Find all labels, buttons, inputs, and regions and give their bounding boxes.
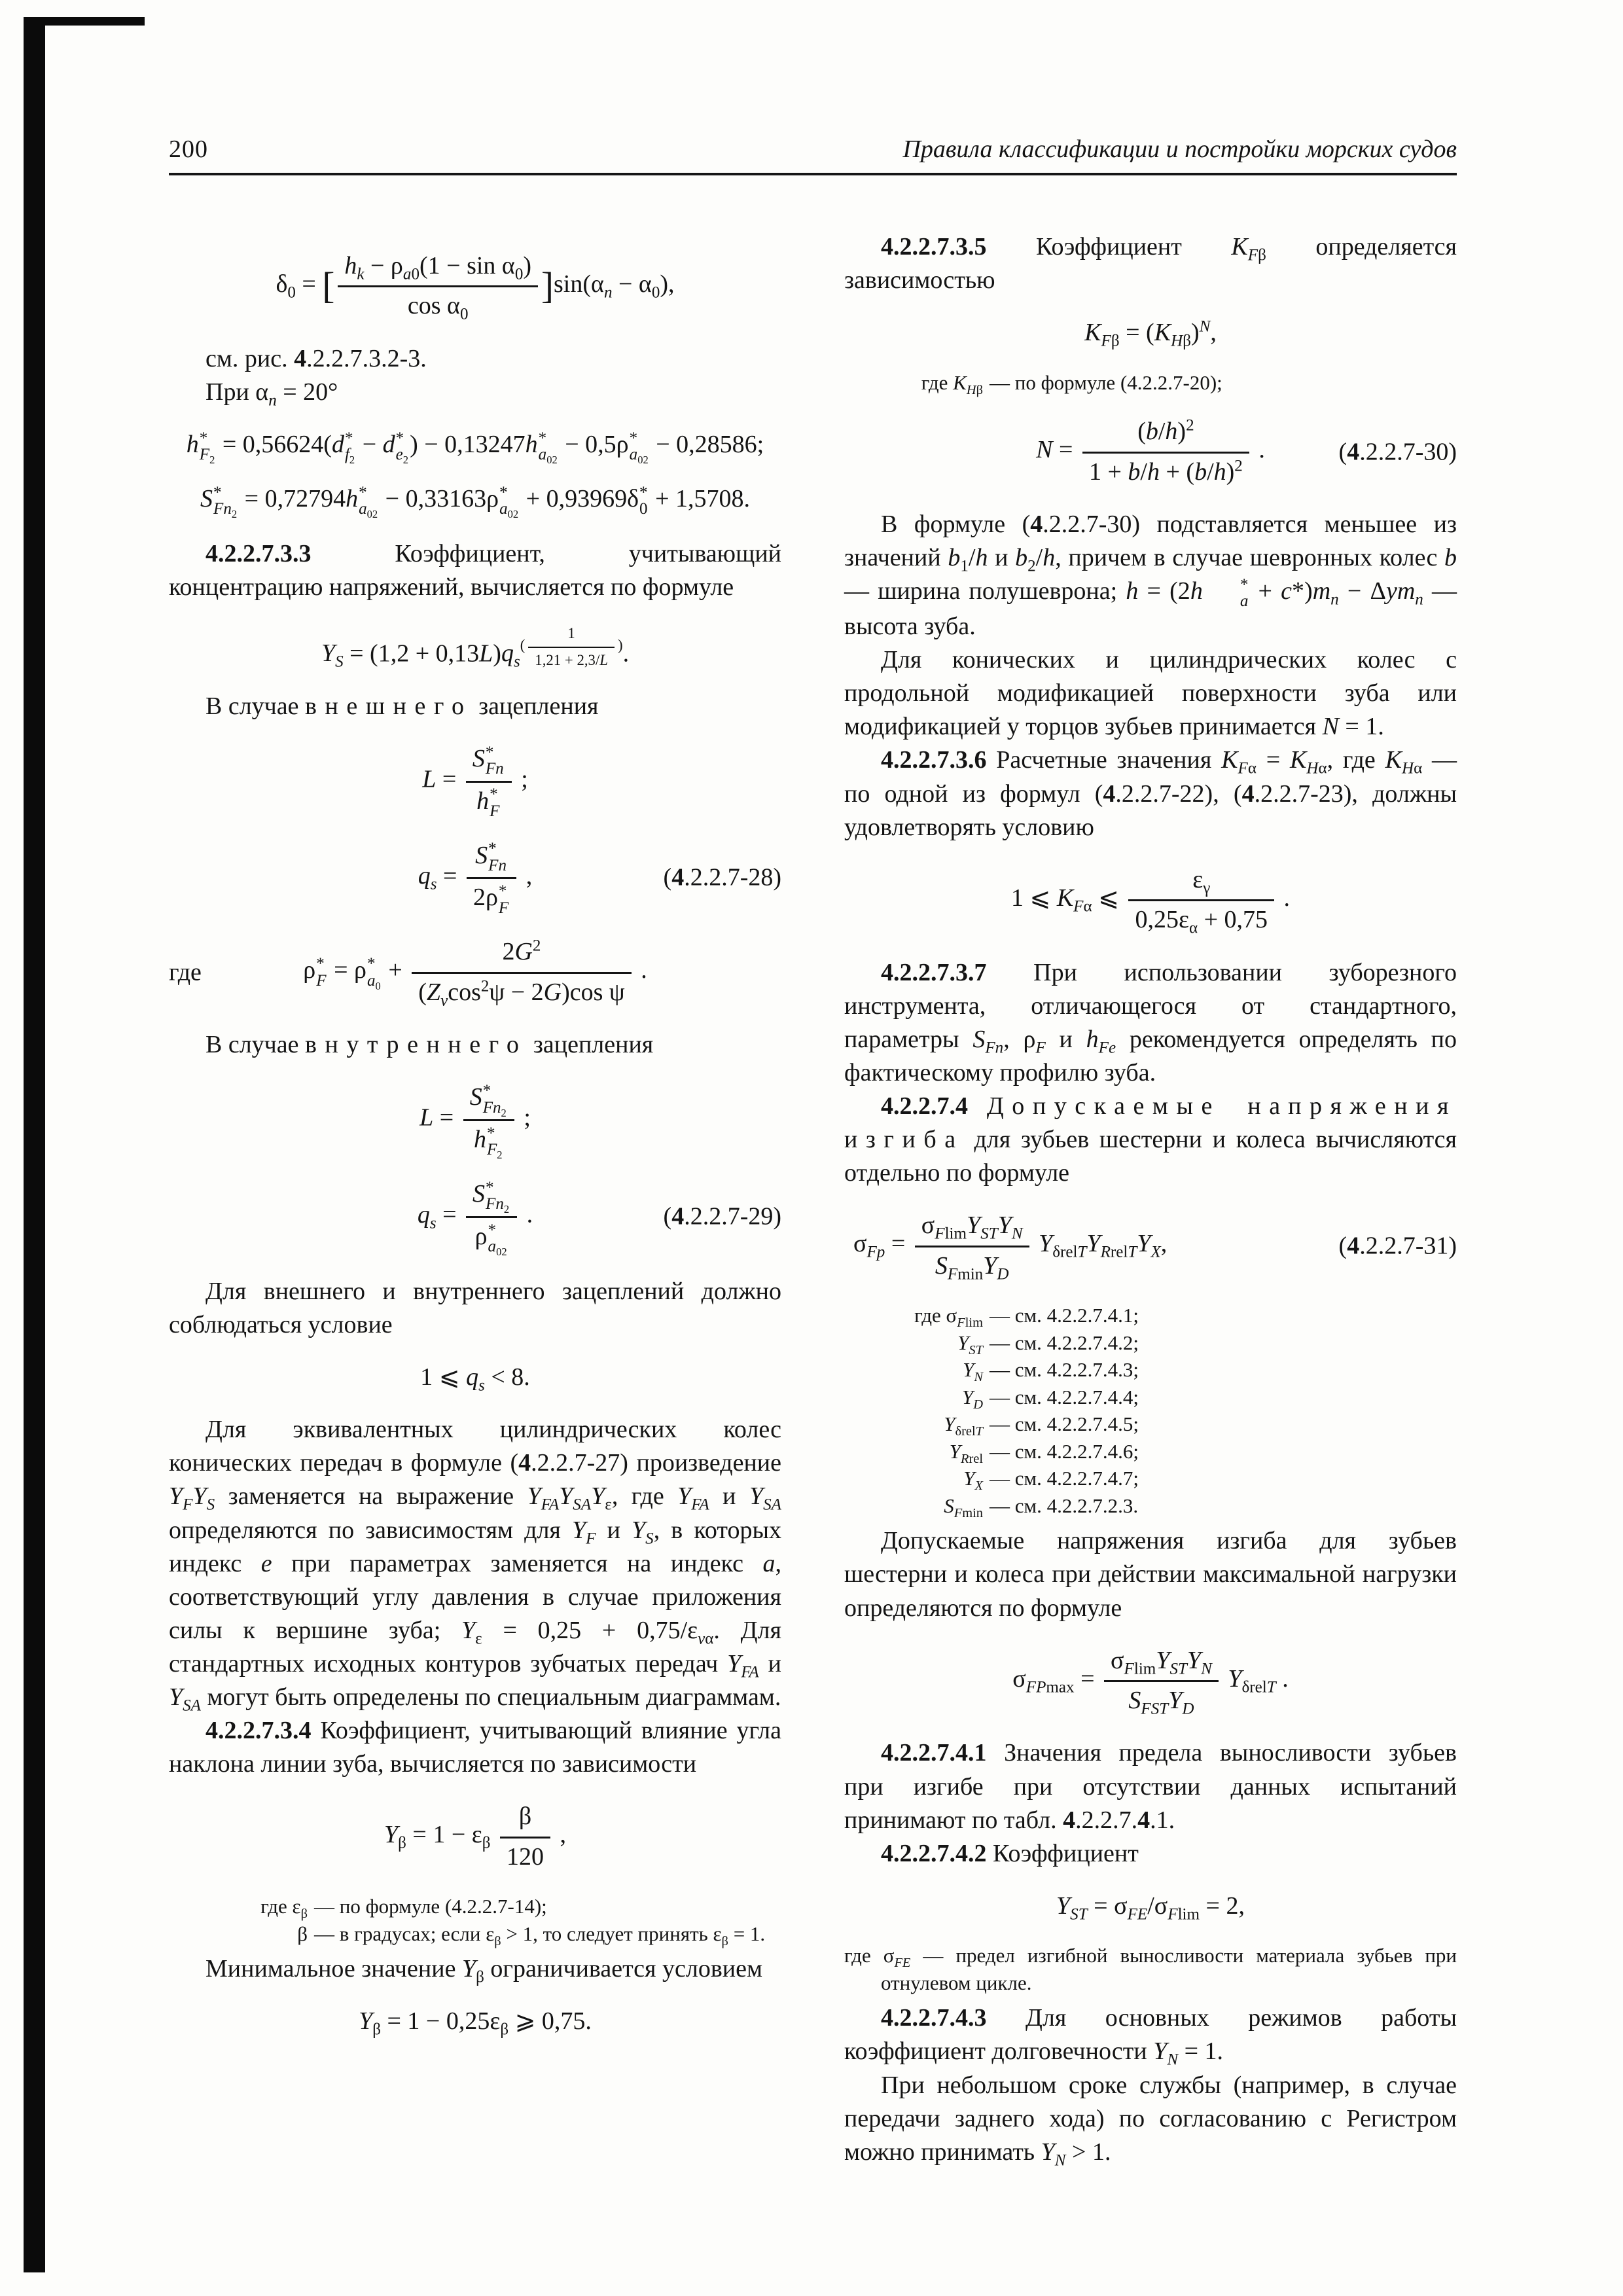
section-paragraph: 4.2.2.7.3.5 Коэффициент $K_{F\beta}$ определяется зависимостью: [844, 233, 1457, 295]
section-paragraph: 4.2.2.7.3.3 Коэффициент, учитывающий концентрацию напряжений, вычисляется по формуле: [169, 539, 781, 601]
formula: [169, 2005, 781, 2037]
note-line: $Y_{\delta relT}$ — см. 4.2.2.7.4.5;: [944, 1412, 1139, 1439]
formula-expression: $Y_\beta = 1 - 0,25\varepsilon_\beta$ ⩾ 0,75.: [359, 2007, 592, 2039]
note: где $\sigma_{FE}$ — предел изгибной выносливости материала зубьев при отнулевом цикле.: [844, 1944, 1457, 1994]
paragraph: Для эквивалентных цилиндрических колес конических передач в формуле (4.2.2.7-27) произведение $Y_FY_S$ заменяется на выражение $Y_{FA}Y_{SA}Y_\varepsilon$, где $Y_{FA}$ и $Y_{SA}$ определяются по зависимостям для $Y_F$ и $Y_S$, в которых индекс e при параметрах заменяется на индекс a, соответствующий углу давления в случае приложения силы к вершине зуба; $Y_\varepsilon = 0,25 + 0,75/\varepsilon_{v\alpha}$. Для стандартных исходных контуров зубчатых передач $Y_{FA}$ и $Y_{SA}$ могут быть определены по специальным диаграммам.: [169, 1416, 781, 1715]
page-header: [169, 135, 1457, 175]
paragraph: При $\alpha_n = 20^\circ$: [205, 378, 338, 410]
equation-number: (4.2.2.7-30): [1338, 437, 1457, 465]
note-line: где $K_{H\beta}$ — по формуле (4.2.2.7-20);: [921, 370, 1222, 397]
formula-expression: $\sigma_{FPmax}$ = $\frac{\sigma_{Flim}Y_{ST}Y_N}{S_{FST}Y_D}$ $Y_{\delta relT}$ .: [1012, 1646, 1289, 1718]
paragraph: В формуле (4.2.2.7-30) подставляется меньшее из значений $b_1/h$ и $b_2/h$, причем в случае шевронных колес b — ширина полушеврона; h = (2h * a + $c*)m_n - \Delta ym_n$ — высота зуба.: [844, 510, 1457, 640]
formula: [169, 1178, 781, 1259]
section-paragraph: 4.2.2.7.3.6 Расчетные значения $K_{F\alpha} = K_{H\alpha}$, где $K_{H\alpha}$ — по одной из формул (4.2.2.7-22), (4.2.2.7-23), должны удовлетворять условию: [844, 746, 1457, 841]
page-number: 200: [169, 135, 208, 163]
formula: [169, 1361, 781, 1393]
note-line: где $\sigma_{Flim}$ — см. 4.2.2.7.4.1;: [914, 1304, 1139, 1331]
formula: [844, 416, 1457, 488]
formula-expression: L = S * $Fn_2$ h * $F_2$ ;: [419, 1081, 531, 1162]
formula: [844, 1645, 1457, 1717]
formula-expression: $Y_{ST} = \sigma_{FE}/\sigma_{Flim} = 2$,: [1056, 1892, 1245, 1924]
note-line: β — в градусах; если $\varepsilon_\beta > 1$, то следует принять $\varepsilon_\beta = 1$.: [297, 1922, 766, 1948]
formula: [844, 1210, 1457, 1282]
formula: [169, 483, 781, 521]
formula-expression: $Y_\beta = 1 - \varepsilon_\beta$ $\frac{\beta}{120}$ ,: [384, 1801, 566, 1873]
formula-expression: N = $\frac{(b/h)^2}{1 + b/h + (b/h)^2}$ .: [1036, 416, 1265, 488]
formula: [169, 1801, 781, 1873]
paragraph: В случае внутреннего зацепления: [205, 1031, 654, 1059]
formula-expression: $q_s$ = S * $Fn_2$ ρ * $a_{02}$ .: [417, 1178, 533, 1259]
note-line: $Y_{ST}$ — см. 4.2.2.7.4.2;: [957, 1331, 1139, 1357]
formula: [844, 864, 1457, 937]
paragraph: Минимальное значение $Y_\beta$ ограничивается условием: [205, 1955, 763, 1986]
section-paragraph: 4.2.2.7.4.1 Значения предела выносливости зубьев при изгибе при отсутствии данных испытаний принимают по табл. 4.2.2.7.4.1.: [844, 1739, 1457, 1834]
paragraph: Для конических и цилиндрических колес с продольной модификацией поверхности зуба или модификацией у торцов зубьев принимается N = 1.: [844, 646, 1457, 741]
section-paragraph: 4.2.2.7.4 Допускаемые напряжения изгиба для зубьев шестерни и колеса вычисляются отдельно по формуле: [844, 1092, 1457, 1187]
formula: [169, 429, 781, 467]
formula: [169, 624, 781, 670]
note-line: где $\varepsilon_\beta$ — по формуле (4.2.2.7-14);: [260, 1895, 547, 1922]
section-paragraph: 4.2.2.7.4.2 Коэффициент: [881, 1839, 1139, 1867]
note-list: [844, 1302, 1457, 1519]
equation-number: (4.2.2.7-31): [1338, 1232, 1457, 1260]
paragraph: Допускаемые напряжения изгиба для зубьев шестерни и колеса при действии максимальной нагрузки определяются по формуле: [844, 1527, 1457, 1622]
note-line: $Y_N$ — см. 4.2.2.7.4.3;: [963, 1358, 1139, 1385]
paragraph: Для внешнего и внутреннего зацеплений должно соблюдаться условие: [169, 1277, 781, 1338]
formula-expression: ρ * F = ρ * $a_0$ + $\frac{2G^2}{(Z_v\cos^2\psi - 2G)\cos \psi}$ .: [303, 937, 647, 1010]
formula-expression: $q_s$ = S * Fn 2ρ * F ,: [418, 840, 533, 917]
formula: [844, 1890, 1457, 1922]
note-line: $S_{Fmin}$ — см. 4.2.2.7.2.3.: [944, 1494, 1139, 1520]
equation-number: (4.2.2.7-28): [663, 863, 781, 891]
formula-expression: 1 ⩽ $q_s < 8$.: [420, 1363, 530, 1395]
formula-expression: h * $F_2$ = 0,56624(d * $f_2$ − d * $e_2$ ) − 0,13247h * $a_{02}$ − 0,5ρ * $a_{02}$ − 0,28586;: [186, 429, 764, 467]
paragraph: При небольшом сроке службы (например, в случае передачи заднего хода) по согласованию с Регистром можно принимать $Y_N > 1$.: [844, 2071, 1457, 2170]
note-line: $Y_{Rrel}$ — см. 4.2.2.7.4.6;: [949, 1439, 1139, 1466]
note-list: [844, 369, 1457, 397]
formula-expression: $\sigma_{Fp}$ = $\frac{\sigma_{Flim}Y_{ST}Y_N}{S_{Fmin}Y_D}$ $Y_{\delta relT}Y_{RrelT}Y_X$,: [853, 1211, 1168, 1283]
formula: [844, 317, 1457, 349]
formula: [169, 840, 781, 917]
section-paragraph: 4.2.2.7.4.3 Для основных режимов работы коэффициент долговечности $Y_N = 1$.: [844, 2004, 1457, 2070]
formula-expression: $Y_S = (1,2 + 0,13L)q_s^{( \frac{1}{1,21 + 2,3/L} )}$.: [321, 624, 630, 671]
paragraph: В случае внешнего зацепления: [205, 692, 599, 720]
paragraph: см. рис. 4.2.2.7.3.2-3.: [205, 344, 427, 372]
formula: [169, 743, 781, 820]
formula-prefix: где: [169, 958, 202, 986]
formula-expression: 1 ⩽ $K_{F\alpha}$ ⩽ $\frac{\varepsilon_\gamma}{0,25\varepsilon_\alpha + 0,75}$ .: [1010, 865, 1291, 937]
formula: [169, 1081, 781, 1162]
column-right: [844, 230, 1457, 2169]
formula-expression: $K_{F\beta} = (K_{H\beta})^N$,: [1084, 317, 1217, 350]
note-line: $Y_X$ — см. 4.2.2.7.4.7;: [963, 1467, 1139, 1494]
equation-number: (4.2.2.7-29): [663, 1202, 781, 1230]
formula: [169, 250, 781, 323]
running-title: Правила классификации и постройки морских судов: [902, 135, 1457, 163]
formula-expression: $\delta_0$ = [ $\frac{h_k - \rho_{a0}(1 - \sin \alpha_0)}{\cos \alpha_0}$ ]$\sin(\alpha_n - \alpha_0)$,: [276, 252, 675, 323]
formula: [169, 936, 781, 1009]
formula-expression: L = S * Fn h * F ;: [422, 743, 528, 821]
scan-artifact-mark: [24, 17, 145, 26]
note-line: $Y_D$ — см. 4.2.2.7.4.4;: [961, 1385, 1139, 1412]
scan-artifact-bar: [24, 17, 45, 2272]
section-paragraph: 4.2.2.7.3.4 Коэффициент, учитывающий влияние угла наклона линии зуба, вычисляется по зависимости: [169, 1717, 781, 1778]
column-left: [169, 230, 781, 2169]
formula-expression: S * $Fn_2$ = 0,72794h * $a_{02}$ − 0,33163ρ * $a_{02}$ + 0,93969δ * 0 + 1,5708.: [200, 483, 750, 521]
section-paragraph: 4.2.2.7.3.7 При использовании зуборезного инструмента, отличающегося от стандартного, параметры $S_{Fn}$, $\rho_F$ и $h_{Fe}$ рекомендуется определять по фактическому профилю зуба.: [844, 958, 1457, 1086]
note-list: [169, 1893, 781, 1947]
page-body: [169, 230, 1457, 2169]
